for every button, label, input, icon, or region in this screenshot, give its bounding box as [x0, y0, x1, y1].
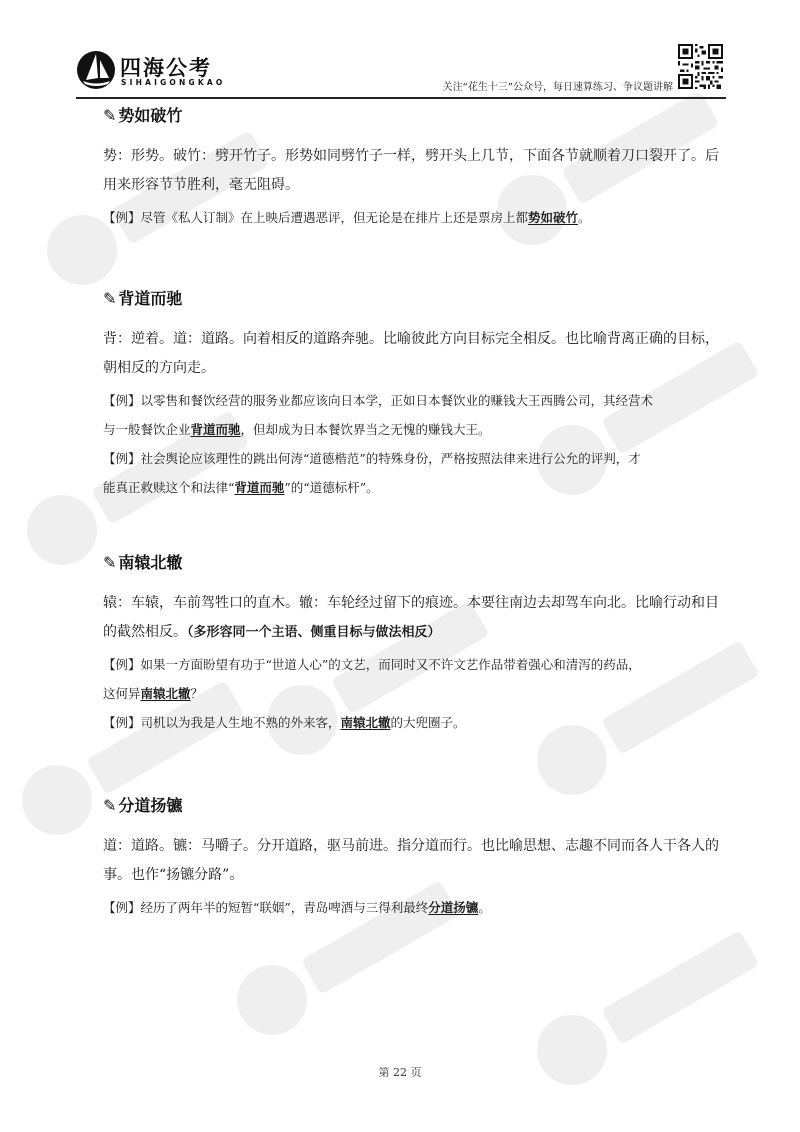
definition-line: 的截然相反。 [103, 624, 187, 640]
idiom-example [103, 203, 723, 232]
idiom-title-text: 南辕北辙 [118, 553, 183, 572]
idiom-title [103, 287, 723, 311]
example-keyword: 南辕北辙 [340, 715, 391, 730]
idiom-entry [103, 287, 723, 502]
example-text: ”的“道德标杆”。 [284, 480, 379, 495]
pencil-icon: ✎ [103, 796, 117, 815]
idiom-definition [103, 142, 723, 200]
idiom-title [103, 794, 723, 818]
example-keyword: 背道而驰 [190, 422, 241, 437]
example-keyword: 势如破竹 [528, 210, 579, 225]
idiom-definition [103, 832, 723, 890]
brand-name: 四海公考 [120, 56, 212, 80]
example-text: 能真正救赎这个和法律“ [103, 480, 235, 495]
idiom-entry [103, 794, 723, 922]
header-slogan: 关注“花生十三”公众号，每日速算练习、争议题讲解 [442, 82, 673, 93]
idiom-title [103, 104, 723, 128]
idiom-title-text: 背道而驰 [118, 289, 183, 308]
example-keyword: 分道扬镳 [428, 900, 479, 915]
definition-line: 朝相反的方向走。 [103, 360, 215, 376]
brand-logo [76, 48, 226, 96]
example-text: 。 [578, 210, 591, 225]
example-text: 【例】经历了两年半的短暂“联姻”，青岛啤酒与三得利最终 [103, 900, 429, 915]
example-text: ，但却成为日本餐饮界当之无愧的赚钱大王。 [240, 422, 491, 437]
definition-line: 势：形势。破竹：劈开竹子。形势如同劈竹子一样，劈开头上几节，下面各节就顺着刀口裂开了。后 [103, 148, 719, 164]
idiom-entry [103, 104, 723, 232]
idiom-title-text: 分道扬镳 [118, 796, 183, 815]
example-text: 这何异 [103, 686, 141, 701]
watermark [510, 892, 790, 1117]
example-text: 【例】司机以为我是人生地不熟的外来客， [103, 715, 341, 730]
idiom-example [103, 650, 723, 708]
idiom-definition [103, 325, 723, 383]
header-divider [76, 97, 726, 99]
idiom-example [103, 708, 723, 737]
definition-note: （多形容同一个主语、侧重目标与做法相反） [187, 625, 441, 640]
example-keyword: 南辕北辙 [140, 686, 191, 701]
page-number: 第 22 页 [378, 1066, 422, 1079]
definition-line: 背：逆着。道：道路。向着相反的道路奔驰。比喻彼此方向目标完全相反。也比喻背离正确的目标， [103, 331, 719, 347]
example-text: 【例】以零售和餐饮经营的服务业都应该向日本学，正如日本餐饮业的赚钱大王西腾公司，其经营术 [103, 393, 654, 408]
example-text: 与一般餐饮企业 [103, 422, 191, 437]
idiom-example [103, 444, 723, 502]
definition-line: 用来形容节节胜利，毫无阻碍。 [103, 177, 299, 193]
pencil-icon: ✎ [103, 289, 117, 308]
page-header [0, 0, 800, 100]
idiom-entry [103, 551, 723, 737]
idiom-title [103, 551, 723, 575]
example-text: 的大兜圈子。 [390, 715, 466, 730]
definition-line: 事。也作“扬镳分路”。 [103, 867, 244, 883]
example-text: 。 [478, 900, 491, 915]
idiom-title-text: 势如破竹 [118, 106, 183, 125]
example-keyword: 背道而驰 [234, 480, 285, 495]
brand-subtitle: SIHAIGONGKAO [121, 78, 226, 87]
pencil-icon: ✎ [103, 106, 117, 125]
qr-code-icon [678, 44, 723, 89]
sailboat-logo-icon [76, 48, 120, 92]
definition-line: 道：道路。镳：马嚼子。分开道路，驱马前进。指分道而行。也比喻思想、志趣不同而各人干各人的 [103, 838, 719, 854]
example-text: ？ [190, 686, 204, 701]
example-text: 【例】社会舆论应该理性的跳出何涛“道德楷范”的特殊身份，严格按照法律来进行公允的评判，才 [103, 451, 641, 466]
idiom-definition [103, 589, 723, 647]
idiom-example [103, 893, 723, 922]
pencil-icon: ✎ [103, 553, 117, 572]
example-text: 【例】如果一方面盼望有功于“世道人心”的文艺，而同时又不许文艺作品带着强心和清泻的药品， [103, 657, 641, 672]
example-text: 【例】尽管《私人订制》在上映后遭遇恶评，但无论是在排片上还是票房上都 [103, 210, 529, 225]
definition-line: 辕：车辕，车前驾牲口的直木。辙：车轮经过留下的痕迹。本要往南边去却驾车向北。比喻行动和目 [103, 595, 719, 611]
idiom-example [103, 386, 723, 444]
